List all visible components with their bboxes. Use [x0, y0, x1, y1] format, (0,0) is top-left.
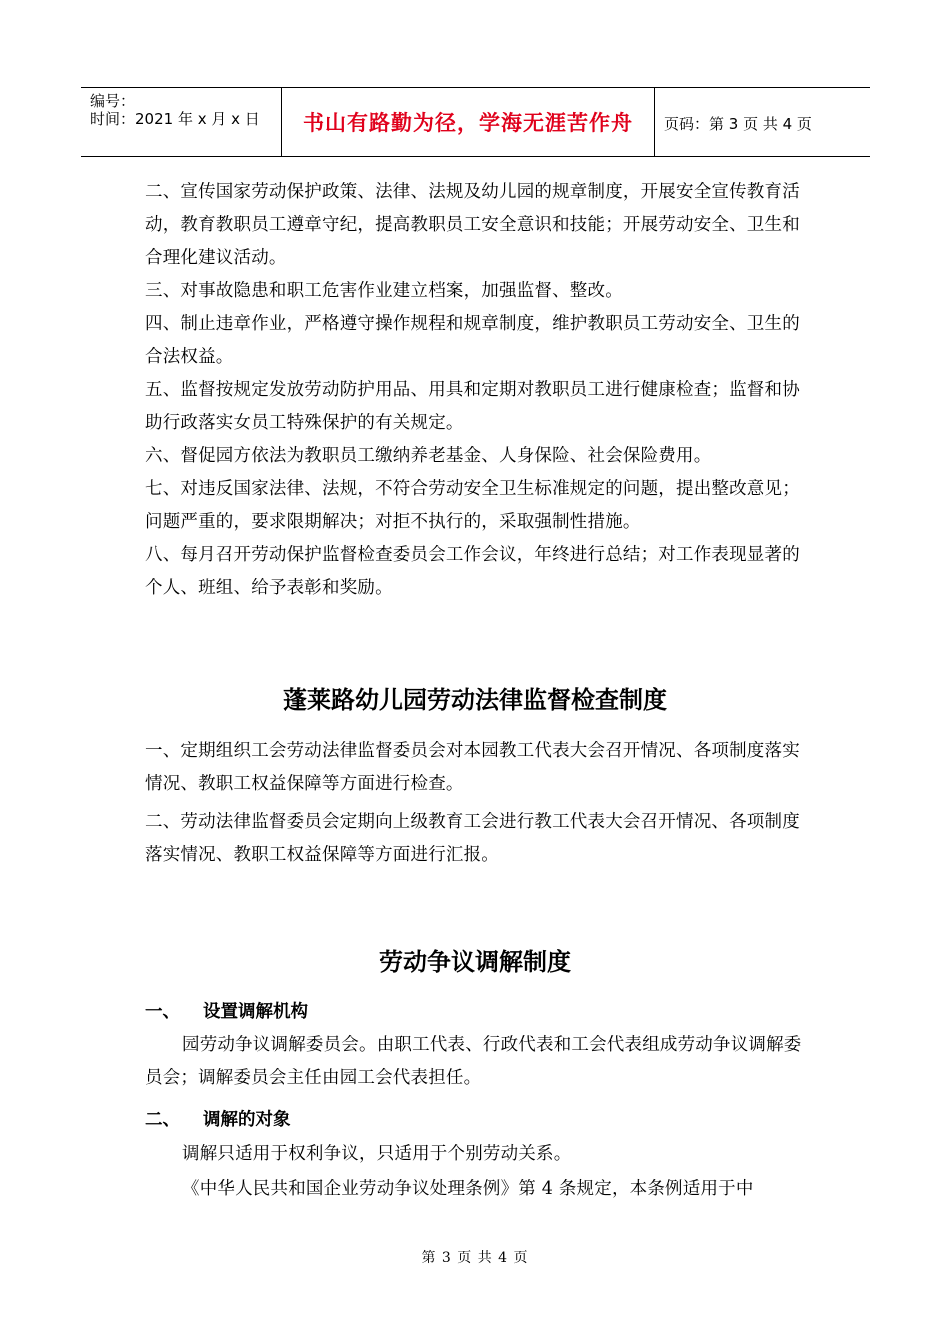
- paragraph: 《中华人民共和国企业劳动争议处理条例》第 4 条规定，本条例适用于中: [182, 1179, 754, 1199]
- section-title: 蓬莱路幼儿园劳动法律监督检查制度: [283, 686, 667, 714]
- paragraph: 园劳动争议调解委员会。由职工代表、行政代表和工会代表组成劳动争议调解委员会；调解委员会主任由园工会代表担任。: [145, 1035, 802, 1088]
- paragraph: 一、定期组织工会劳动法律监督委员会对本园教工代表大会召开情况、各项制度落实情况、教职工权益保障等方面进行检查。: [145, 741, 800, 794]
- header-motto-cell: [281, 88, 655, 156]
- page-code: 页码：第 3 页 共 4 页: [664, 115, 812, 133]
- paragraph: 四、制止违章作业，严格遵守操作规程和规章制度，维护教职员工劳动安全、卫生的合法权益。: [145, 314, 800, 367]
- subheading-number: 二、: [145, 1110, 180, 1130]
- paragraph: 二、劳动法律监督委员会定期向上级教育工会进行教工代表大会召开情况、各项制度落实情况、教职工权益保障等方面进行汇报。: [145, 812, 800, 865]
- paragraph: 调解只适用于权利争议，只适用于个别劳动关系。: [182, 1144, 572, 1164]
- paragraph: 八、每月召开劳动保护监督检查委员会工作会议，年终进行总结；对工作表现显著的个人、班组、给予表彰和奖励。: [145, 545, 800, 598]
- time-label: 时间：2021 年 x 月 x 日: [90, 110, 260, 128]
- subheading-text: 调解的对象: [203, 1110, 291, 1130]
- paragraph: 三、对事故隐患和职工危害作业建立档案，加强监督、整改。: [145, 281, 623, 301]
- paragraph: 七、对违反国家法律、法规，不符合劳动安全卫生标准规定的问题，提出整改意见；问题严重的，要求限期解决；对拒不执行的，采取强制性措施。: [145, 479, 800, 532]
- subheading: [145, 998, 308, 1023]
- header-left-cell: [81, 88, 281, 156]
- subheading-text: 设置调解机构: [203, 1002, 308, 1022]
- header-right-cell: [654, 88, 870, 156]
- motto-text: 书山有路勤为径，学海无涯苦作舟: [303, 111, 633, 135]
- subheading: [145, 1106, 291, 1131]
- serial-label: 编号：: [90, 92, 136, 110]
- paragraph: 二、宣传国家劳动保护政策、法律、法规及幼儿园的规章制度，开展安全宣传教育活动，教育教职员工遵章守纪，提高教职员工安全意识和技能；开展劳动安全、卫生和合理化建议活动。: [145, 182, 800, 268]
- document-header: [81, 87, 870, 157]
- paragraph: 五、监督按规定发放劳动防护用品、用具和定期对教职员工进行健康检查；监督和协助行政落实女员工特殊保护的有关规定。: [145, 380, 800, 433]
- page-footer: 第 3 页 共 4 页: [421, 1250, 529, 1266]
- section-title: 劳动争议调解制度: [379, 948, 571, 976]
- paragraph: 六、督促园方依法为教职员工缴纳养老基金、人身保险、社会保险费用。: [145, 446, 712, 466]
- subheading-number: 一、: [145, 1002, 180, 1022]
